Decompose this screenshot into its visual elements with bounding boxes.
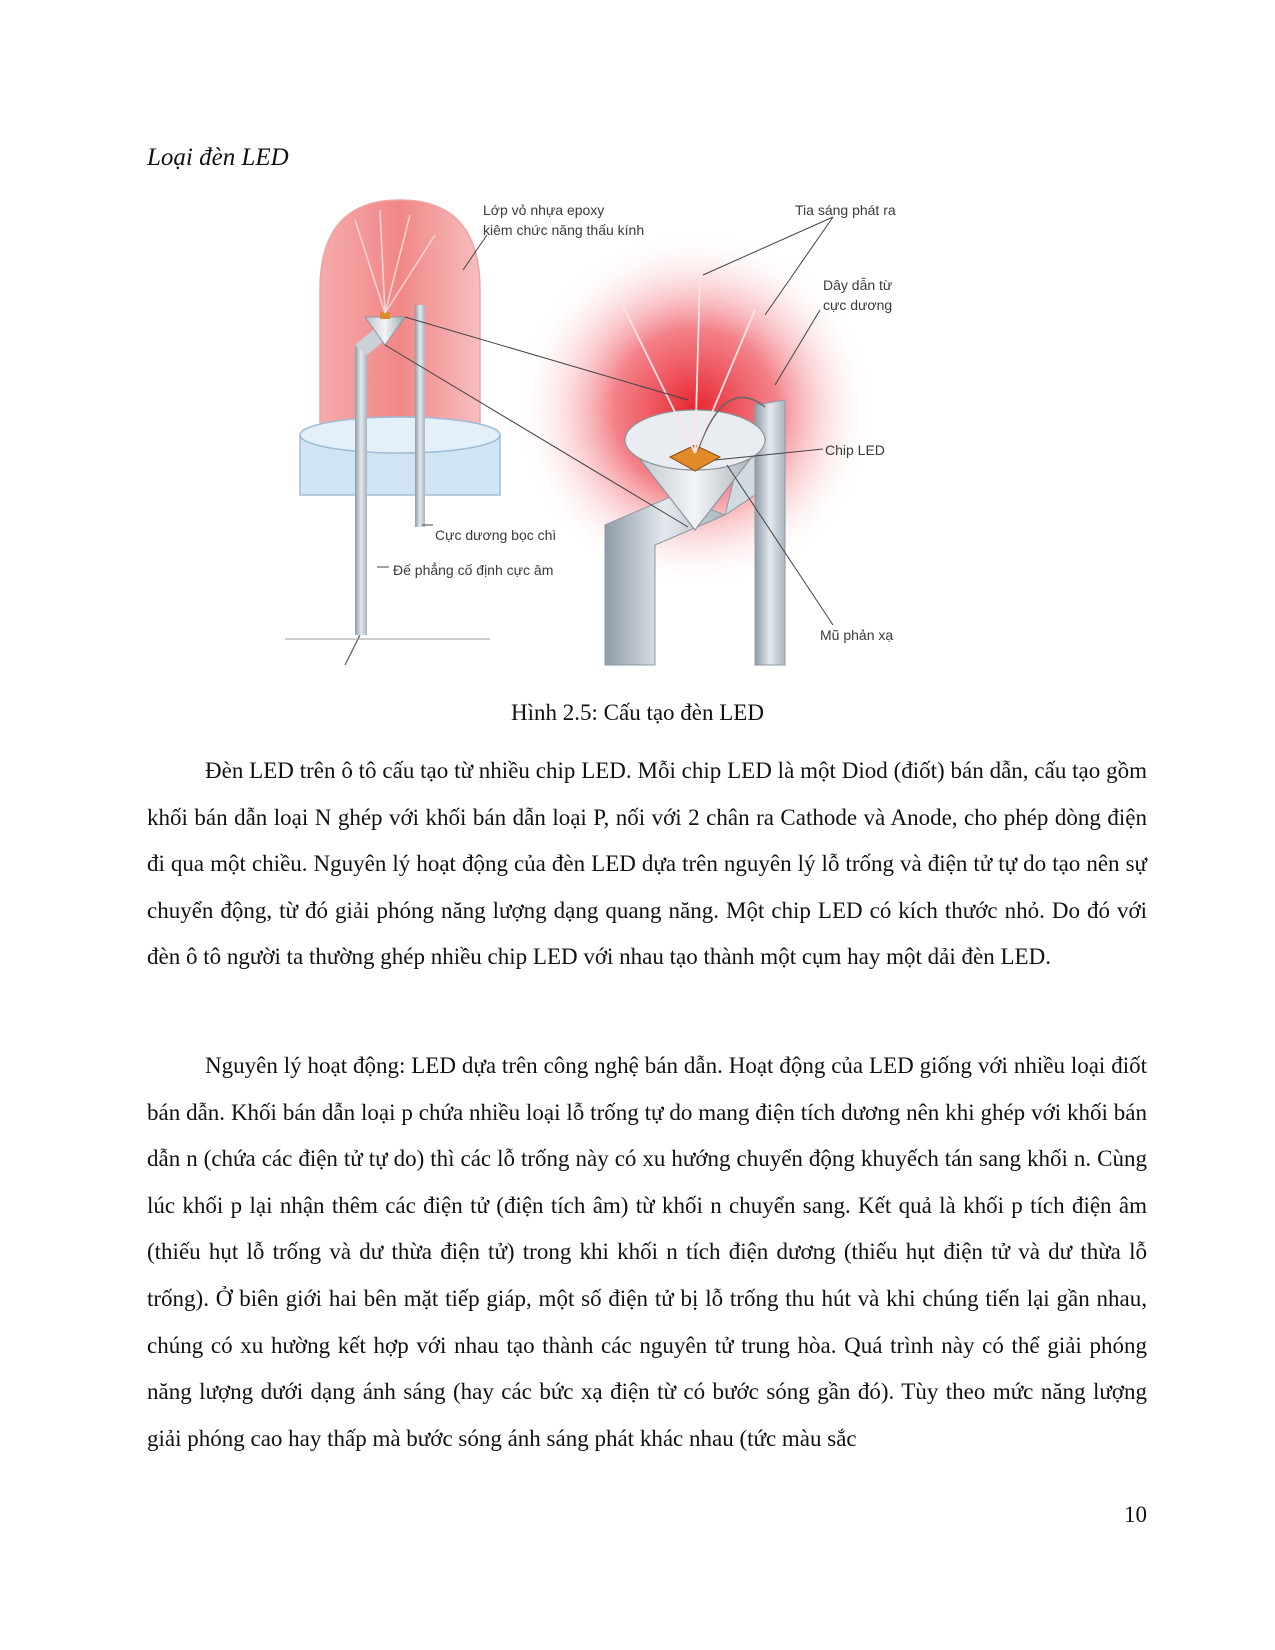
label-epoxy-line2: kiêm chức năng thấu kính (483, 222, 645, 238)
label-reflector: Mũ phản xạ (820, 627, 894, 643)
label-wire-line2: cực dương (823, 297, 893, 313)
anode-lead (415, 305, 425, 527)
label-epoxy-line1: Lớp vỏ nhựa epoxy (483, 202, 605, 218)
label-wire-line1: Dây dẫn từ (823, 277, 893, 293)
page-number: 10 (1124, 1502, 1147, 1527)
cathode-lead (355, 345, 367, 635)
label-anode: Cực dương bọc chì (435, 527, 557, 543)
led-structure-figure (285, 195, 945, 675)
label-chip: Chip LED (825, 442, 885, 458)
section-title: Loại đèn LED (147, 144, 289, 171)
paragraph-operating-principle: Nguyên lý hoạt động: LED dựa trên công nghệ bán dẫn. Hoạt động của LED giống với nhiều loại điốt bán dẫn. Khối bán dẫn loại p chứa nhiều loại lỗ trống tự do mang điện tích dương nên khi ghép với khối bán dẫn n (chứa các điện tử tự do) thì các lỗ trống này có xu hướng chuyển động khuyếch tán sang khối n. Cùng lúc khối p lại nhận thêm các điện tử (điện tích âm) từ khối n chuyển sang. Kết quả là khối p tích điện âm (thiếu hụt lỗ trống và dư thừa điện tử) trong khi khối n tích điện dương (thiếu hụt điện tử và dư thừa lỗ trống). Ở biên giới hai bên mặt tiếp giáp, một số điện tử bị lỗ trống thu hút và khi chúng tiến lại gần nhau, chúng có xu hường kết hợp với nhau tạo thành các nguyên tử trung hòa. Quá trình này có thể giải phóng năng lượng dưới dạng ánh sáng (hay các bức xạ điện từ có bước sóng gần đó). Tùy theo mức năng lượng giải phóng cao hay thấp mà bước sóng ánh sáng phát khác nhau (tức màu sắc (147, 1053, 1147, 1451)
label-light-rays: Tia sáng phát ra (795, 202, 896, 218)
figure-caption: Hình 2.5: Cấu tạo đèn LED (511, 700, 764, 725)
led-diagram (285, 195, 945, 675)
label-cathode: Đế phẳng cố định cực âm (393, 562, 554, 578)
paragraph-led-structure: Đèn LED trên ô tô cấu tạo từ nhiều chip LED. Mỗi chip LED là một Diod (điốt) bán dẫn, cấu tạo gồm khối bán dẫn loại N ghép với khối bán dẫn loại P, nối với 2 chân ra Cathode và Anode, cho phép dòng điện đi qua một chiều. Nguyên lý hoạt động của đèn LED dựa trên nguyên lý lỗ trống và điện tử tự do tạo nên sự chuyển động, từ đó giải phóng năng lượng dạng quang năng. Một chip LED có kích thước nhỏ. Do đó với đèn ô tô người ta thường ghép nhiều chip LED với nhau tạo thành một cụm hay một dải đèn LED. (147, 758, 1147, 970)
